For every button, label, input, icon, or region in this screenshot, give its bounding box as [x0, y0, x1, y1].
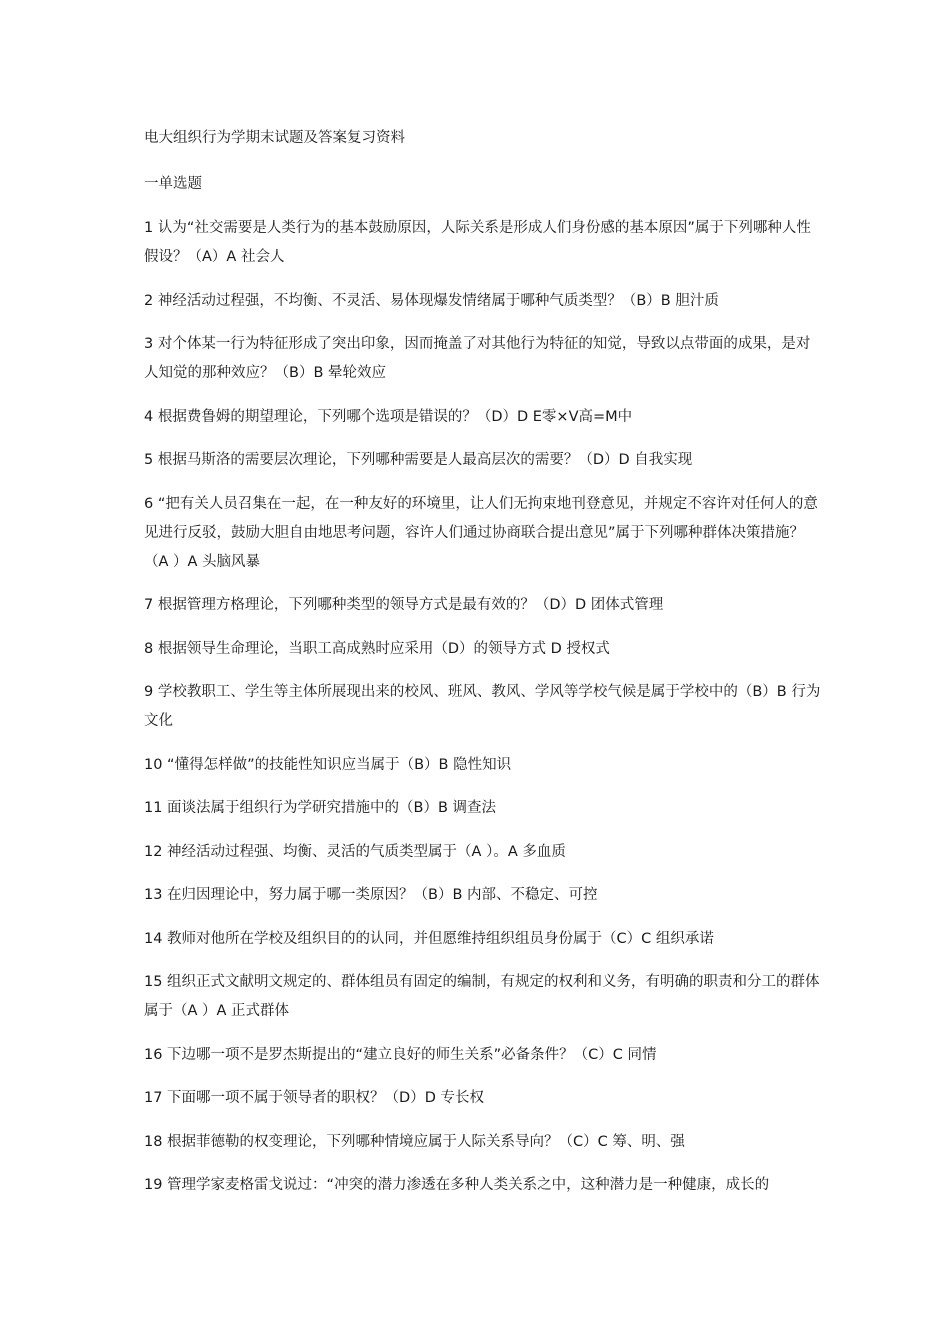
document-title: 电大组织行为学期末试题及答案复习资料	[144, 130, 405, 146]
question-10: 10 “懂得怎样做”的技能性知识应当属于（B）B 隐性知识	[144, 756, 512, 773]
question-2: 2 神经活动过程强，不均衡、不灵活、易体现爆发情绪属于哪种气质类型？（B）B 胆汁质	[144, 292, 719, 309]
question-8: 8 根据领导生命理论，当职工高成熟时应采用（D）的领导方式 D 授权式	[144, 640, 610, 657]
question-5: 5 根据马斯洛的需要层次理论，下列哪种需要是人最高层次的需要？（D）D 自我实现	[144, 452, 693, 468]
question-3: 3 对个体某一行为特征形成了突出印象，因而掩盖了对其他行为特征的知觉，导致以点带面的成果，是对人知觉的那种效应？（B）B 晕轮效应	[144, 336, 811, 381]
question-4: 4 根据费鲁姆的期望理论，下列哪个选项是错误的？（D）D E零×V高=M中	[144, 408, 633, 425]
question-16: 16 下边哪一项不是罗杰斯提出的“建立良好的师生关系”必备条件？（C）C 同情	[144, 1046, 657, 1063]
question-18: 18 根据菲德勒的权变理论，下列哪种情境应属于人际关系导向？（C）C 筹、明、强	[144, 1133, 685, 1150]
question-14: 14 教师对他所在学校及组织目的的认同，并但愿维持组织组员身份属于（C）C 组织承诺	[144, 930, 714, 947]
question-15: 15 组织正式文献明文规定的、群体组员有固定的编制，有规定的权利和义务，有明确的职责和分工的群体属于（A ）A 正式群体	[144, 974, 820, 1019]
question-11: 11 面谈法属于组织行为学研究措施中的（B）B 调查法	[144, 800, 497, 816]
question-19: 19 管理学家麦格雷戈说过：“冲突的潜力渗透在多种人类关系之中，这种潜力是一种健康，成长的	[144, 1177, 770, 1193]
question-7: 7 根据管理方格理论，下列哪种类型的领导方式是最有效的？（D）D 团体式管理	[144, 597, 664, 613]
question-12: 12 神经活动过程强、均衡、灵活的气质类型属于（A ）。A 多血质	[144, 843, 566, 860]
question-13: 13 在归因理论中，努力属于哪一类原因？（B）B 内部、不稳定、可控	[144, 887, 598, 903]
question-1: 1 认为“社交需要是人类行为的基本鼓励原因，人际关系是形成人们身份感的基本原因”属于下列哪种人性假设？（A）A 社会人	[144, 220, 811, 265]
question-17: 17 下面哪一项不属于领导者的职权？（D）D 专长权	[144, 1090, 484, 1106]
document-content	[144, 124, 824, 1215]
question-6: 6 “把有关人员召集在一起，在一种友好的环境里，让人们无拘束地刊登意见，并规定不容许对任何人的意见进行反驳，鼓励大胆自由地思考问题，容许人们通过协商联合提出意见”属于下列哪种群体决策措施？（A ）A 头脑风暴	[144, 495, 818, 570]
section-title: 一单选题	[144, 176, 202, 192]
question-9: 9 学校教职工、学生等主体所展现出来的校风、班风、教风、学风等学校气候是属于学校中的（B）B 行为文化	[144, 684, 821, 729]
